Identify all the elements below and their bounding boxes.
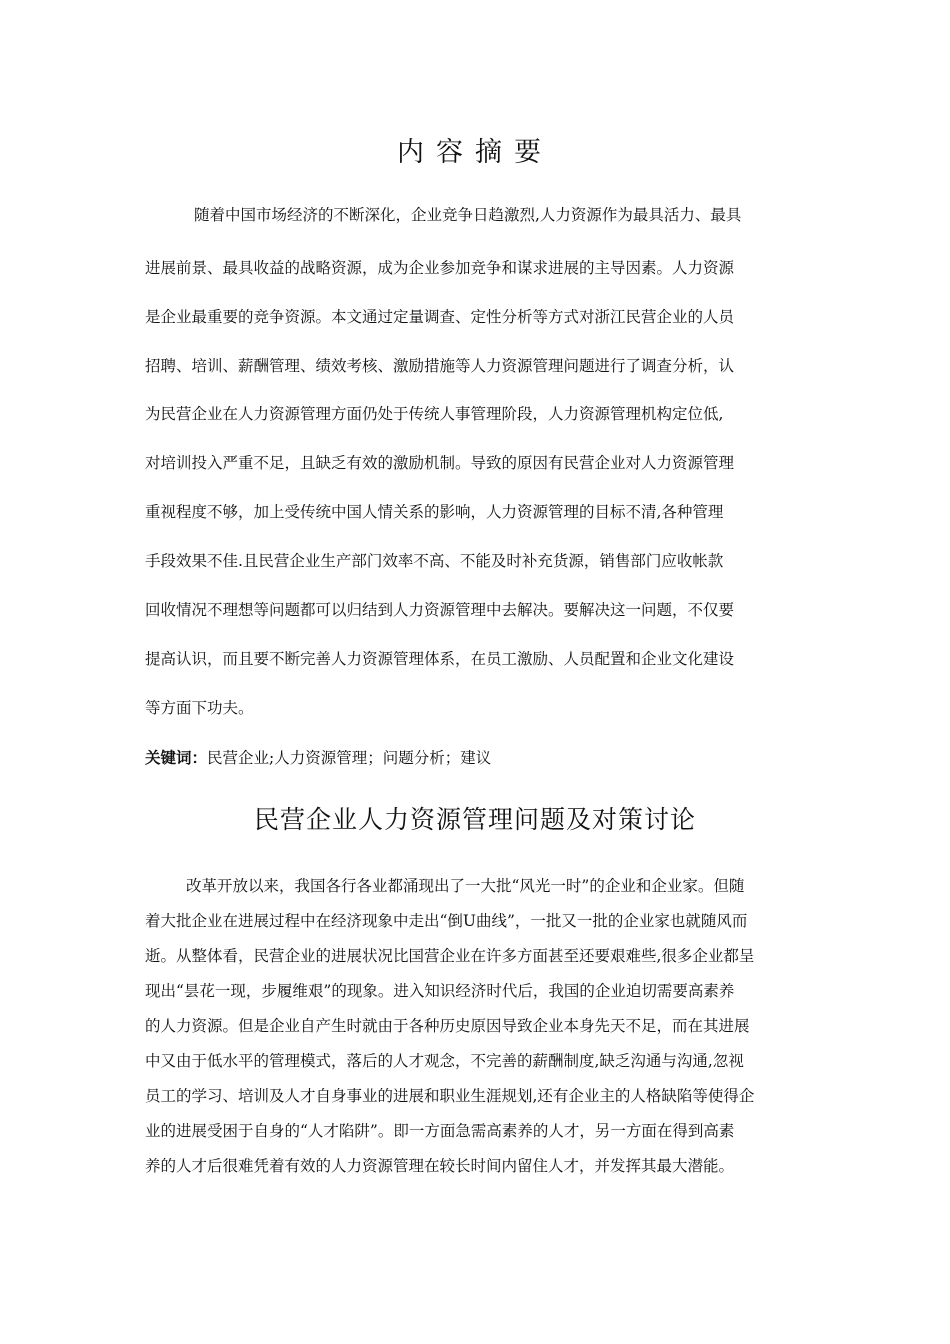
abstract-line: 手段效果不佳.且民营企业生产部门效率不高、不能及时补充货源，销售部门应收帐款	[145, 552, 724, 570]
abstract-line: 是企业最重要的竞争资源。本文通过定量调查、定性分析等方式对浙江民营企业的人员	[145, 308, 735, 326]
body-line: 中又由于低水平的管理模式，落后的人才观念，不完善的薪酬制度,缺乏沟通与沟通,忽视	[145, 1052, 744, 1070]
abstract-line: 对培训投入严重不足，且缺乏有效的激励机制。导致的原因有民营企业对人力资源管理	[145, 454, 735, 472]
keywords	[145, 748, 491, 768]
body-line: 养的人才后很难凭着有效的人力资源管理在较长时间内留住人才，并发挥其最大潜能。	[145, 1157, 735, 1175]
article-title: 民营企业人力资源管理问题及对策讨论	[253, 805, 696, 834]
keywords-text: 民营企业;人力资源管理；问题分析；建议	[207, 749, 492, 767]
body-line: 业的进展受困于自身的“人才陷阱”。即一方面急需高素养的人才，另一方面在得到高素	[145, 1122, 735, 1140]
abstract-line: 回收情况不理想等问题都可以归结到人力资源管理中去解决。要解决这一问题，不仅要	[145, 601, 735, 619]
body-line: 改革开放以来，我国各行各业都涌现出了一大批“风光一时”的企业和企业家。但随	[186, 877, 745, 895]
body-line: 现出“昙花一现，步履维艰”的现象。进入知识经济时代后，我国的企业迫切需要高素养	[145, 982, 735, 1000]
body-line: 员工的学习、培训及人才自身事业的进展和职业生涯规划,还有企业主的人格缺陷等使得企	[145, 1087, 755, 1105]
body-line: 的人力资源。但是企业自产生时就由于各种历史原因导致企业本身先天不足，而在其进展	[145, 1017, 750, 1035]
abstract-line: 进展前景、最具收益的战略资源，成为企业参加竞争和谋求进展的主导因素。人力资源	[145, 259, 735, 277]
body-line: 逝。从整体看，民营企业的进展状况比国营企业在许多方面甚至还要艰难些,很多企业都呈	[145, 947, 755, 965]
body-line: 着大批企业在进展过程中在经济现象中走出“倒U曲线”，一批又一批的企业家也就随风而	[145, 912, 748, 930]
abstract-line: 招聘、培训、薪酬管理、绩效考核、激励措施等人力资源管理问题进行了调查分析，认	[145, 357, 735, 375]
abstract-line: 提高认识，而且要不断完善人力资源管理体系，在员工激励、人员配置和企业文化建设	[145, 650, 735, 668]
abstract-line: 随着中国市场经济的不断深化，企业竞争日趋激烈,人力资源作为最具活力、最具	[194, 206, 742, 224]
abstract-line: 等方面下功夫。	[145, 699, 254, 717]
abstract-line: 重视程度不够，加上受传统中国人情关系的影响，人力资源管理的目标不清,各种管理	[145, 503, 724, 521]
keywords-label: 关键词：	[145, 749, 208, 767]
abstract-line: 为民营企业在人力资源管理方面仍处于传统人事管理阶段，人力资源管理机构定位低,	[145, 405, 724, 423]
abstract-title: 内容摘要	[397, 137, 553, 168]
